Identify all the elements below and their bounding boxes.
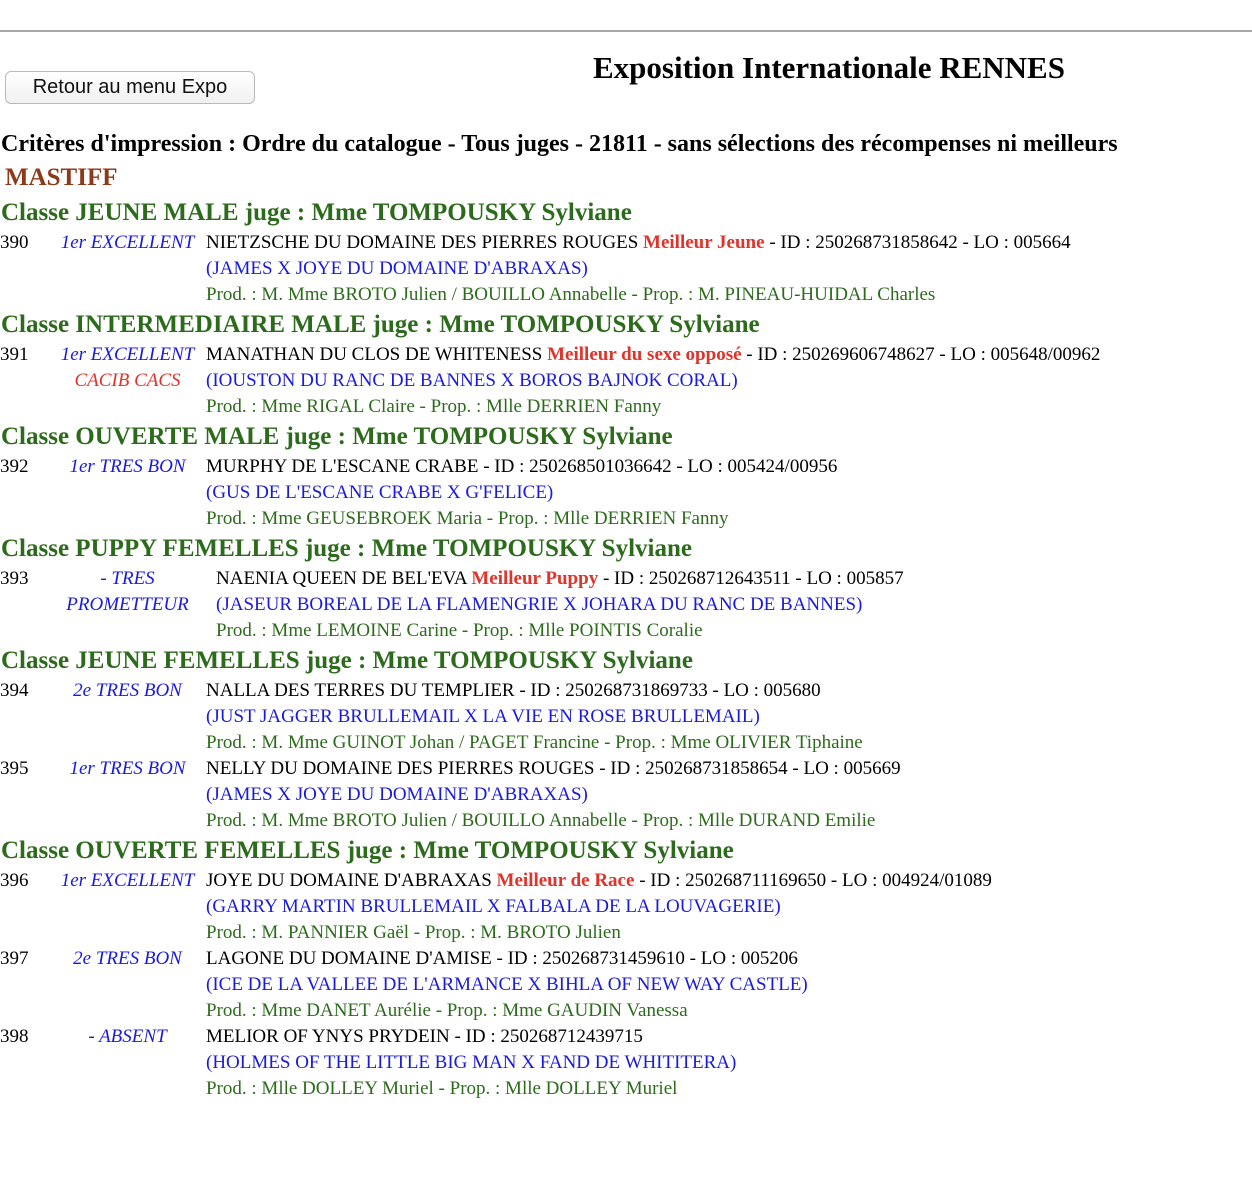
entry-dog-line — [206, 230, 1071, 256]
entry-breeders: Prod. : M. PANNIER Gaël - Prop. : M. BROTO Julien — [206, 922, 621, 943]
catalog-entry — [0, 678, 1252, 756]
entry-number: 396 — [0, 870, 29, 891]
entry-dog-line — [206, 946, 798, 972]
catalog-entry — [0, 454, 1252, 532]
entry-parents: (HOLMES OF THE LITTLE BIG MAN X FAND DE WHITITERA) — [206, 1052, 737, 1073]
catalog-entry — [0, 230, 1252, 308]
entry-award: 1er EXCELLENT — [60, 232, 195, 253]
best-in-distinction: Meilleur Puppy — [471, 568, 599, 589]
dog-ids: - ID : 250268731858642 - LO : 005664 — [764, 232, 1071, 253]
dog-ids: - ID : 250268712439715 — [454, 1026, 643, 1047]
class-heading: Classe OUVERTE MALE juge : Mme TOMPOUSKY Sylviane — [1, 423, 673, 450]
class-heading: Classe JEUNE FEMELLES juge : Mme TOMPOUSKY Sylviane — [1, 647, 693, 674]
dog-name: LAGONE DU DOMAINE D'AMISE — [206, 948, 497, 969]
entry-award: - TRES PROMETTEUR — [66, 568, 189, 615]
entry-parents: (ICE DE LA VALLEE DE L'ARMANCE X BIHLA OF NEW WAY CASTLE) — [206, 974, 808, 995]
top-divider — [0, 30, 1252, 32]
entry-title-award: CACIB CACS — [74, 370, 181, 391]
dog-ids: - ID : 250268712643511 - LO : 005857 — [598, 568, 904, 589]
catalog-entry — [0, 868, 1252, 946]
catalog-entry — [0, 1024, 1252, 1102]
dog-name: JOYE DU DOMAINE D'ABRAXAS — [206, 870, 497, 891]
entry-award: 1er EXCELLENT — [60, 344, 195, 365]
entry-parents: (GUS DE L'ESCANE CRABE X G'FELICE) — [206, 482, 554, 503]
entry-parents: (JAMES X JOYE DU DOMAINE D'ABRAXAS) — [206, 784, 588, 805]
breed-heading: MASTIFF — [5, 164, 118, 191]
entry-number: 392 — [0, 456, 29, 477]
entry-parents: (JAMES X JOYE DU DOMAINE D'ABRAXAS) — [206, 258, 588, 279]
entry-parents: (JASEUR BOREAL DE LA FLAMENGRIE X JOHARA DU RANC DE BANNES) — [216, 594, 863, 615]
entry-parents: (JUST JAGGER BRULLEMAIL X LA VIE EN ROSE BRULLEMAIL) — [206, 706, 760, 727]
entry-breeders: Prod. : Mlle DOLLEY Muriel - Prop. : Mlle DOLLEY Muriel — [206, 1078, 678, 1099]
entry-dog-line — [206, 342, 1100, 368]
class-heading: Classe JEUNE MALE juge : Mme TOMPOUSKY Sylviane — [1, 199, 632, 226]
dog-name: MANATHAN DU CLOS DE WHITENESS — [206, 344, 548, 365]
catalog-entry — [0, 946, 1252, 1024]
entry-number: 397 — [0, 948, 29, 969]
entry-dog-line — [206, 868, 992, 894]
entry-number: 398 — [0, 1026, 29, 1047]
entry-number: 393 — [0, 568, 29, 589]
class-heading: Classe PUPPY FEMELLES juge : Mme TOMPOUSKY Sylviane — [1, 535, 692, 562]
entry-award: 1er EXCELLENT — [60, 870, 195, 891]
dog-ids: - ID : 250268501036642 - LO : 005424/00956 — [483, 456, 838, 477]
catalog-entry — [0, 342, 1252, 420]
entry-award: 2e TRES BON — [73, 680, 182, 701]
dog-ids: - ID : 250268711169650 - LO : 004924/01089 — [634, 870, 992, 891]
dog-ids: - ID : 250269606748627 - LO : 005648/00962 — [741, 344, 1101, 365]
entry-award: 2e TRES BON — [73, 948, 182, 969]
dog-ids: - ID : 250268731459610 - LO : 005206 — [496, 948, 798, 969]
entry-number: 395 — [0, 758, 29, 779]
entry-breeders: Prod. : Mme GEUSEBROEK Maria - Prop. : Mlle DERRIEN Fanny — [206, 508, 729, 529]
entry-award: - ABSENT — [88, 1026, 167, 1047]
catalog-entry — [0, 566, 1252, 644]
entry-dog-line — [206, 756, 901, 782]
page-title: Exposition Internationale RENNES — [593, 50, 1065, 85]
back-to-menu-button[interactable]: Retour au menu Expo — [5, 71, 255, 104]
entry-breeders: Prod. : Mme LEMOINE Carine - Prop. : Mlle POINTIS Coralie — [216, 620, 703, 641]
entry-parents: (GARRY MARTIN BRULLEMAIL X FALBALA DE LA LOUVAGERIE) — [206, 896, 781, 917]
best-in-distinction: Meilleur de Race — [496, 870, 635, 891]
entry-breeders: Prod. : Mme RIGAL Claire - Prop. : Mlle DERRIEN Fanny — [206, 396, 662, 417]
entry-breeders: Prod. : M. Mme GUINOT Johan / PAGET Francine - Prop. : Mme OLIVIER Tiphaine — [206, 732, 863, 753]
class-heading: Classe INTERMEDIAIRE MALE juge : Mme TOMPOUSKY Sylviane — [1, 311, 760, 338]
catalog-entry — [0, 756, 1252, 834]
entry-dog-line — [206, 454, 837, 480]
best-in-distinction: Meilleur Jeune — [643, 232, 765, 253]
dog-name: NELLY DU DOMAINE DES PIERRES ROUGES — [206, 758, 600, 779]
entry-number: 394 — [0, 680, 29, 701]
entry-dog-line — [216, 566, 904, 592]
dog-name: NAENIA QUEEN DE BEL'EVA — [216, 568, 472, 589]
dog-name: MURPHY DE L'ESCANE CRABE — [206, 456, 484, 477]
best-in-distinction: Meilleur du sexe opposé — [547, 344, 742, 365]
entry-number: 390 — [0, 232, 29, 253]
entry-dog-line — [206, 1024, 643, 1050]
entry-award: 1er TRES BON — [69, 758, 186, 779]
dog-name: NIETZSCHE DU DOMAINE DES PIERRES ROUGES — [206, 232, 644, 253]
print-criteria: Critères d'impression : Ordre du catalogue - Tous juges - 21811 - sans sélections des récompenses ni meilleurs — [1, 131, 1118, 157]
entry-award: 1er TRES BON — [69, 456, 186, 477]
entry-breeders: Prod. : M. Mme BROTO Julien / BOUILLO Annabelle - Prop. : Mlle DURAND Emilie — [206, 810, 876, 831]
dog-ids: - ID : 250268731869733 - LO : 005680 — [519, 680, 821, 701]
dog-name: MELIOR OF YNYS PRYDEIN — [206, 1026, 455, 1047]
entry-breeders: Prod. : Mme DANET Aurélie - Prop. : Mme GAUDIN Vanessa — [206, 1000, 688, 1021]
entry-number: 391 — [0, 344, 29, 365]
class-heading: Classe OUVERTE FEMELLES juge : Mme TOMPOUSKY Sylviane — [1, 837, 734, 864]
entry-breeders: Prod. : M. Mme BROTO Julien / BOUILLO Annabelle - Prop. : M. PINEAU-HUIDAL Charles — [206, 284, 936, 305]
entry-parents: (IOUSTON DU RANC DE BANNES X BOROS BAJNOK CORAL) — [206, 370, 738, 391]
entry-dog-line — [206, 678, 821, 704]
catalog-list — [0, 196, 1252, 1102]
dog-name: NALLA DES TERRES DU TEMPLIER — [206, 680, 520, 701]
dog-ids: - ID : 250268731858654 - LO : 005669 — [599, 758, 901, 779]
